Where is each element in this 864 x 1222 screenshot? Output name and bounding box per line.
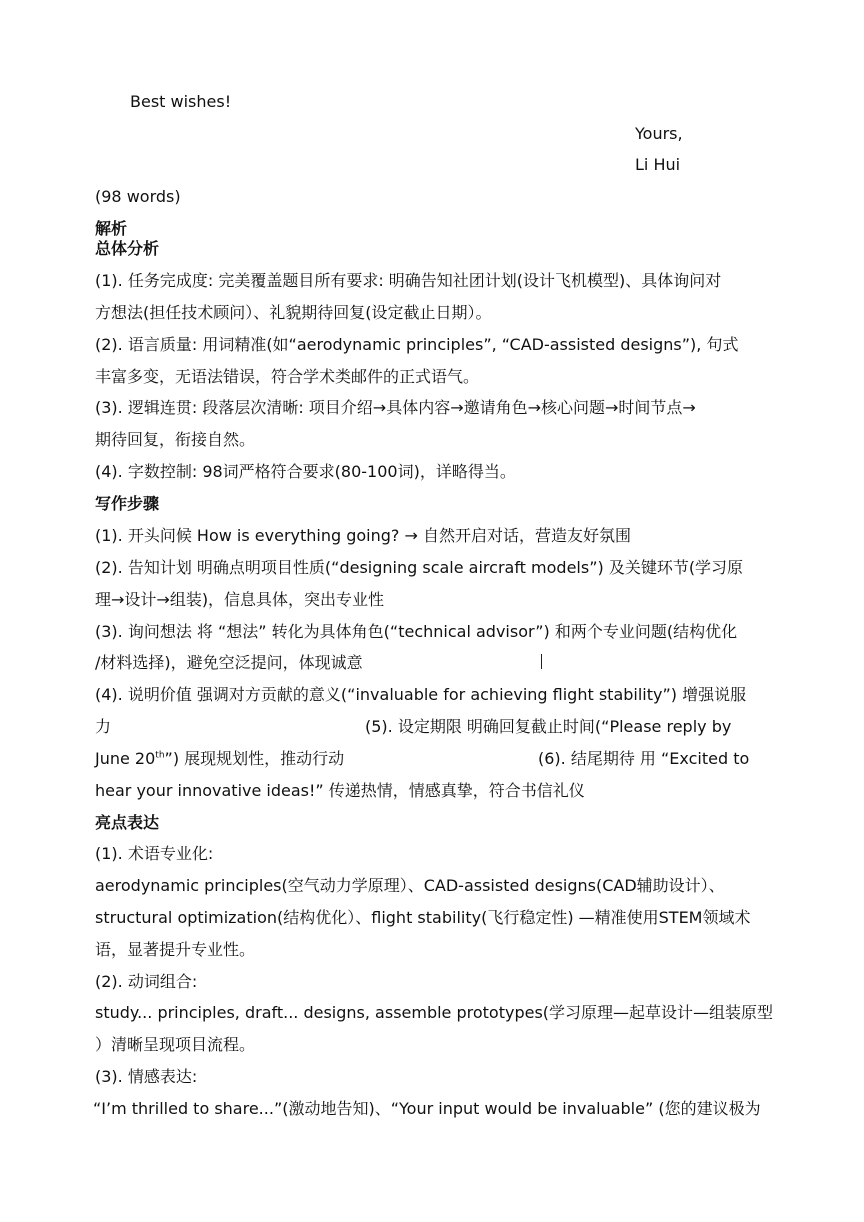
highlights-line-8: (3). 情感表达:: [95, 1067, 198, 1086]
steps-line-6: (4). 说明价值 强调对方贡献的意义(“invaluable for achieving flight stability”) 增强说服: [95, 685, 747, 704]
highlights-line-6: study... principles, draft... designs, assemble prototypes(学习原理—起草设计—组装原型: [95, 1003, 774, 1022]
overall-line-6: 期待回复，衔接自然。: [95, 430, 256, 449]
highlights-line-2: aerodynamic principles(空气动力学原理）、CAD-assisted designs(CAD辅助设计）、: [95, 876, 725, 895]
overall-line-4: 丰富多变，无语法错误，符合学术类邮件的正式语气。: [95, 367, 480, 386]
highlights-line-1: (1). 术语专业化:: [95, 844, 214, 863]
steps-line-8-part-a: [95, 749, 344, 769]
steps-line-3: 理→设计→组装)，信息具体，突出专业性: [95, 590, 385, 609]
overall-line-7: (4). 字数控制: 98词严格符合要求(80-100词)，详略得当。: [95, 462, 516, 481]
steps-line-5: /材料选择)，避免空泛提问，体现诚意: [95, 653, 363, 672]
highlights-line-7: ）清晰呈现项目流程。: [95, 1035, 256, 1054]
steps-line-8-date: June 20: [95, 749, 156, 768]
steps-line-2: (2). 告知计划 明确点明项目性质(“designing scale aircraft models”) 及关键环节(学习原: [95, 558, 744, 577]
steps-line-9: hear your innovative ideas!” 传递热情，情感真挚，符合书信礼仪: [95, 781, 585, 800]
steps-line-7-part-a: 力: [95, 717, 112, 736]
steps-line-8-rest: ”) 展现规划性，推动行动: [164, 749, 345, 768]
highlights-line-4: 语，显著提升专业性。: [95, 940, 256, 959]
overall-line-3: (2). 语言质量: 用词精准(如“aerodynamic principles”, “CAD-assisted designs”), 句式: [95, 335, 739, 354]
closing-yours: Yours,: [635, 124, 683, 143]
overall-line-1: (1). 任务完成度: 完美覆盖题目所有要求: 明确告知社团计划(设计飞机模型)、具体询问对: [95, 271, 722, 290]
word-count: (98 words): [95, 187, 181, 206]
closing-signature: Li Hui: [635, 155, 681, 174]
highlights-line-9: “I’m thrilled to share...”(激动地告知)、“Your input would be invaluable” (您的建议极为: [93, 1099, 761, 1118]
steps-line-8-superscript: th: [155, 750, 165, 761]
highlights-heading: 亮点表达: [95, 813, 160, 832]
steps-line-7-part-b: (5). 设定期限 明确回复截止时间(“Please reply by: [365, 717, 732, 736]
writing-steps-heading: 写作步骤: [95, 494, 160, 513]
overall-analysis-heading: 总体分析: [95, 239, 160, 258]
closing-best-wishes: Best wishes!: [130, 92, 232, 111]
highlights-line-3: structural optimization(结构优化）、flight stability(飞行稳定性) —精准使用STEM领域术: [95, 908, 751, 927]
steps-line-8-part-c: (6). 结尾期待 用 “Excited to: [538, 749, 750, 768]
steps-line-1: (1). 开头问候 How is everything going? → 自然开启对话，营造友好氛围: [95, 526, 631, 545]
overall-line-5: (3). 逻辑连贯: 段落层次清晰: 项目介绍→具体内容→邀请角色→核心问题→时间节点→: [95, 398, 696, 417]
analysis-title: 解析: [95, 219, 128, 238]
steps-line-4: (3). 询问想法 将 “想法” 转化为具体角色(“technical advisor”) 和两个专业问题(结构优化: [95, 622, 738, 641]
highlights-line-5: (2). 动词组合:: [95, 972, 198, 991]
text-cursor: [541, 654, 542, 669]
overall-line-2: 方想法(担任技术顾问）、礼貌期待回复(设定截止日期）。: [95, 303, 492, 322]
